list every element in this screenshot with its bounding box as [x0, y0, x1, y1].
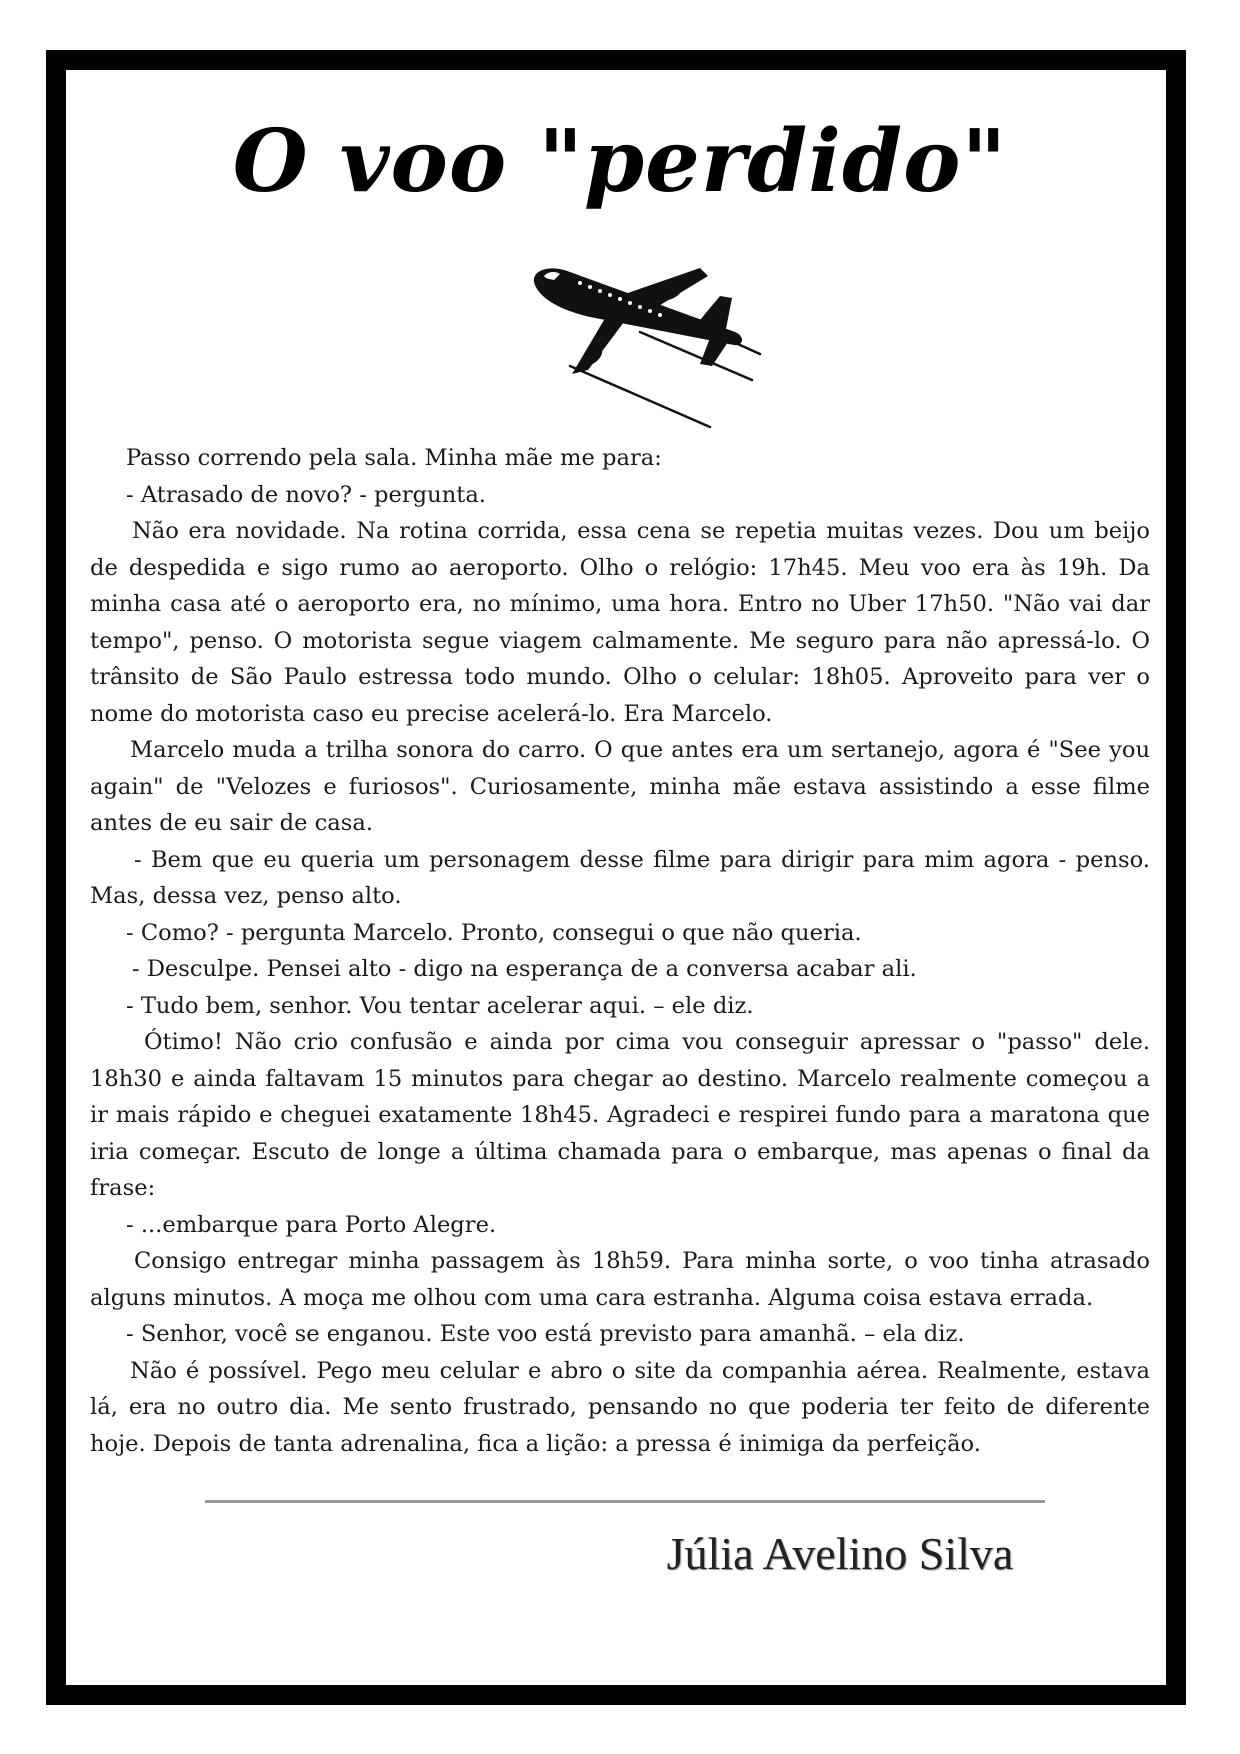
author-signature: Júlia Avelino Silva [666, 1528, 1014, 1579]
story-paragraph: - Atrasado de novo? - pergunta. [126, 481, 486, 508]
story-paragraph: - Como? - pergunta Marcelo. Pronto, consegui o que não queria. [126, 919, 862, 946]
story-paragraph: Passo correndo pela sala. Minha mãe me para: [126, 445, 662, 471]
signature-divider [205, 1500, 1045, 1503]
story-paragraph: - Desculpe. Pensei alto - digo na esperança de a conversa acabar ali. [132, 956, 917, 982]
story-title: O voo "perdido" [232, 111, 1008, 212]
story-paragraph: - Tudo bem, senhor. Vou tentar acelerar aqui. – ele diz. [126, 992, 754, 1019]
story-paragraph: Consigo entregar minha passagem às 18h59. Para minha sorte, o voo tinha atrasado alguns minutos. A moça me olhou com uma cara estranha. Alguma coisa estava errada. [90, 1248, 1150, 1311]
story-paragraph: Não era novidade. Na rotina corrida, essa cena se repetia muitas vezes. Dou um beijo de despedida e sigo rumo ao aeroporto. Olho o relógio: 17h45. Meu voo era às 19h. Da minha casa até o aeroporto era, no mínimo, uma hora. Entro no Uber 17h50. "Não vai dar tempo", penso. O motorista segue viagem calmamente. Me seguro para não apressá-lo. O trânsito de São Paulo estressa todo mundo. Olho o celular: 18h05. Aproveito para ver o nome do motorista caso eu precise acelerá-lo. Era Marcelo. [90, 518, 1150, 727]
story-paragraph: - Bem que eu queria um personagem desse filme para dirigir para mim agora - penso. Mas, dessa vez, penso alto. [90, 846, 1150, 909]
story-paragraph: - ...embarque para Porto Alegre. [126, 1211, 497, 1238]
story-paragraph: Ótimo! Não crio confusão e ainda por cima vou conseguir apressar o "passo" dele. 18h30 e ainda faltavam 15 minutos para chegar ao destino. Marcelo realmente começou a ir mais rápido e cheguei exatamente 18h45. Agradeci e respirei fundo para a maratona que iria começar. Escuto de longe a última chamada para o embarque, mas apenas o final da frase: [90, 1029, 1150, 1201]
story-paragraph: - Senhor, você se enganou. Este voo está previsto para amanhã. – ela diz. [126, 1321, 965, 1347]
story-paragraph: Marcelo muda a trilha sonora do carro. O que antes era um sertanejo, agora é "See you again" de "Velozes e furiosos". Curiosamente, minha mãe estava assistindo a esse filme antes de eu sair de casa. [90, 737, 1150, 836]
story-text [90, 440, 1150, 1462]
story-paragraph: Não é possível. Pego meu celular e abro o site da companhia aérea. Realmente, estava lá, era no outro dia. Me sento frustrado, pensando no que poderia ter feito de diferente hoje. Depois de tanta adrenalina, fica a lição: a pressa é inimiga da perfeição. [90, 1357, 1150, 1457]
airplane-icon [530, 262, 770, 442]
